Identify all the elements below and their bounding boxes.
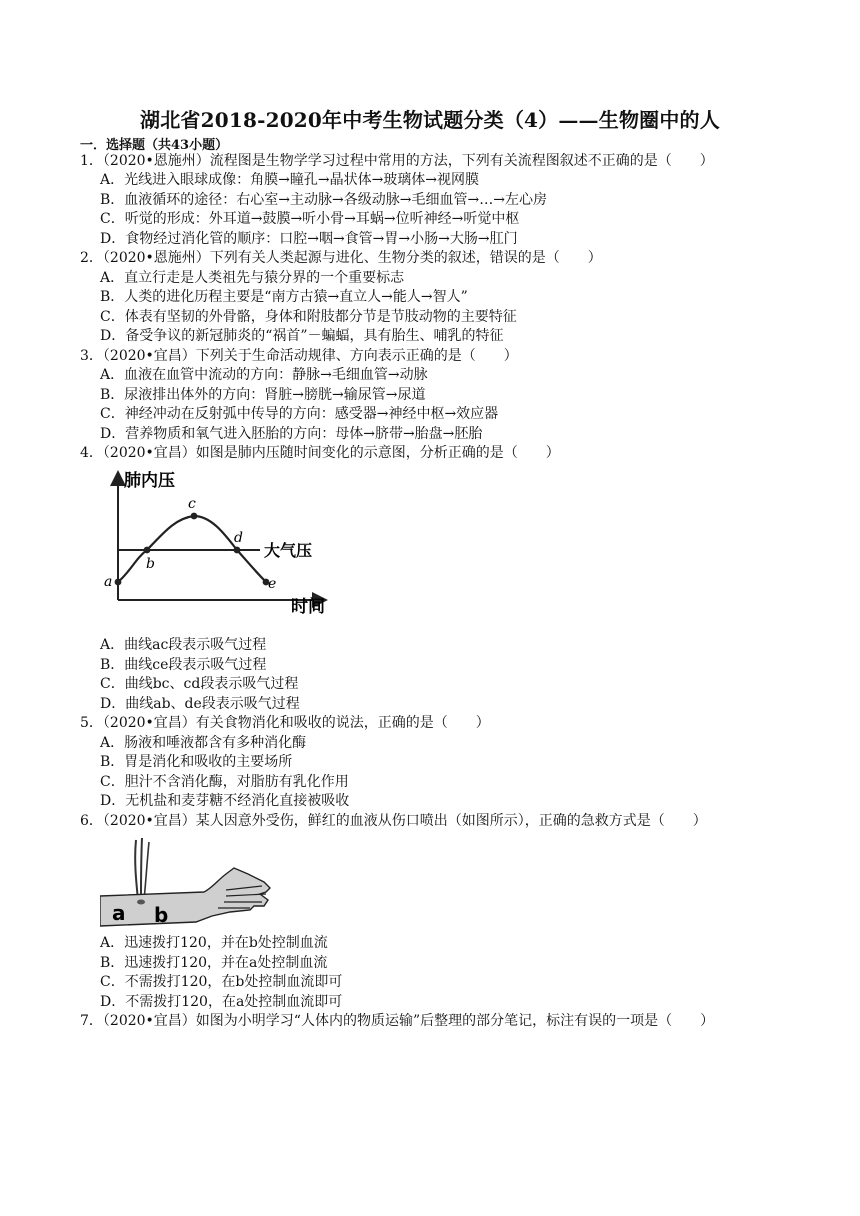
question-6-option-d: D．不需拨打120，在a处控制血流即可 bbox=[100, 994, 343, 1010]
question-4-option-a: A．曲线ac段表示吸气过程 bbox=[100, 637, 267, 653]
question-4-option-d: D．曲线ab、de段表示吸气过程 bbox=[100, 696, 300, 712]
question-4-stem: 4．（2020•宜昌）如图是肺内压随时间变化的示意图，分析正确的是（ ） bbox=[80, 445, 560, 461]
question-5-option-d: D．无机盐和麦芽糖不经消化直接被吸收 bbox=[100, 793, 350, 809]
question-1-option-a: A．光线进入眼球成像：角膜→瞳孔→晶状体→玻璃体→视网膜 bbox=[100, 172, 480, 188]
point-b-label: b bbox=[146, 556, 155, 572]
point-c bbox=[191, 513, 198, 520]
question-1-option-d: D．食物经过消化管的顺序：口腔→咽→食管→胃→小肠→大肠→肛门 bbox=[100, 231, 518, 247]
question-4-option-c: C．曲线bc、cd段表示吸气过程 bbox=[100, 676, 299, 692]
question-2-stem: 2．（2020•恩施州）下列有关人类起源与进化、生物分类的叙述，错误的是（ ） bbox=[80, 250, 602, 266]
question-5-option-c: C．胆汁不含消化酶，对脂肪有乳化作用 bbox=[100, 774, 349, 790]
label-b: b bbox=[154, 903, 169, 927]
question-5-option-a: A．肠液和唾液都含有多种消化酶 bbox=[100, 735, 307, 751]
atmospheric-pressure-label: 大气压 bbox=[264, 541, 313, 560]
question-3-option-b: B．尿液排出体外的方向：肾脏→膀胱→输尿管→尿道 bbox=[100, 387, 426, 403]
question-3-option-d: D．营养物质和氧气进入胚胎的方向：母体→脐带→胎盘→胚胎 bbox=[100, 426, 483, 442]
lung-pressure-figure bbox=[98, 466, 338, 616]
question-1-stem: 1．（2020•恩施州）流程图是生物学学习过程中常用的方法，下列有关流程图叙述不正确的是（ ） bbox=[80, 153, 714, 169]
arm-wound-figure bbox=[100, 834, 280, 930]
question-6-option-b: B．迅速拨打120，并在a处控制血流 bbox=[100, 955, 328, 971]
point-d bbox=[234, 547, 241, 554]
question-4-option-b: B．曲线ce段表示吸气过程 bbox=[100, 657, 267, 673]
point-a bbox=[115, 579, 122, 586]
question-6-stem: 6．（2020•宜昌）某人因意外受伤，鲜红的血液从伤口喷出（如图所示），正确的急救方式是（ ） bbox=[80, 813, 707, 829]
question-6-option-a: A．迅速拨打120，并在b处控制血流 bbox=[100, 935, 328, 951]
label-a: a bbox=[112, 901, 126, 925]
question-7-stem: 7．（2020•宜昌）如图为小明学习“人体内的物质运输”后整理的部分笔记，标注有误的一项是（ ） bbox=[80, 1013, 715, 1029]
question-3-stem: 3．（2020•宜昌）下列关于生命活动规律、方向表示正确的是（ ） bbox=[80, 348, 518, 364]
question-2-option-b: B．人类的进化历程主要是“南方古猿→直立人→能人→智人” bbox=[100, 289, 468, 305]
question-1-option-c: C．听觉的形成：外耳道→鼓膜→听小骨→耳蜗→位听神经→听觉中枢 bbox=[100, 211, 520, 227]
question-6-option-c: C．不需拨打120，在b处控制血流即可 bbox=[100, 974, 343, 990]
question-1-option-b: B．血液循环的途径：右心室→主动脉→各级动脉→毛细血管→…→左心房 bbox=[100, 192, 547, 208]
question-5-stem: 5．（2020•宜昌）有关食物消化和吸收的说法，正确的是（ ） bbox=[80, 715, 490, 731]
y-axis-label: 肺内压 bbox=[124, 471, 175, 491]
point-a-label: a bbox=[104, 574, 113, 590]
page-title: 湖北省2018-2020年中考生物试题分类（4）——生物圈中的人 bbox=[140, 108, 720, 132]
point-d-label: d bbox=[234, 530, 243, 546]
question-2-option-c: C．体表有坚韧的外骨骼，身体和附肢都分节是节肢动物的主要特征 bbox=[100, 309, 517, 325]
x-axis-label: 时间 bbox=[291, 597, 325, 616]
question-5-option-b: B．胃是消化和吸收的主要场所 bbox=[100, 754, 293, 770]
question-3-option-a: A．血液在血管中流动的方向：静脉→毛细血管→动脉 bbox=[100, 367, 428, 383]
question-2-option-d: D．备受争议的新冠肺炎的“祸首”－蝙蝠，具有胎生、哺乳的特征 bbox=[100, 328, 504, 344]
point-e-label: e bbox=[268, 576, 277, 592]
point-b bbox=[144, 547, 151, 554]
question-3-option-c: C．神经冲动在反射弧中传导的方向：感受器→神经中枢→效应器 bbox=[100, 406, 499, 422]
point-c-label: c bbox=[188, 496, 196, 512]
forearm-shape bbox=[100, 868, 270, 926]
question-2-option-a: A．直立行走是人类祖先与猿分界的一个重要标志 bbox=[100, 270, 405, 286]
section-heading: 一．选择题（共43小题） bbox=[80, 138, 229, 153]
